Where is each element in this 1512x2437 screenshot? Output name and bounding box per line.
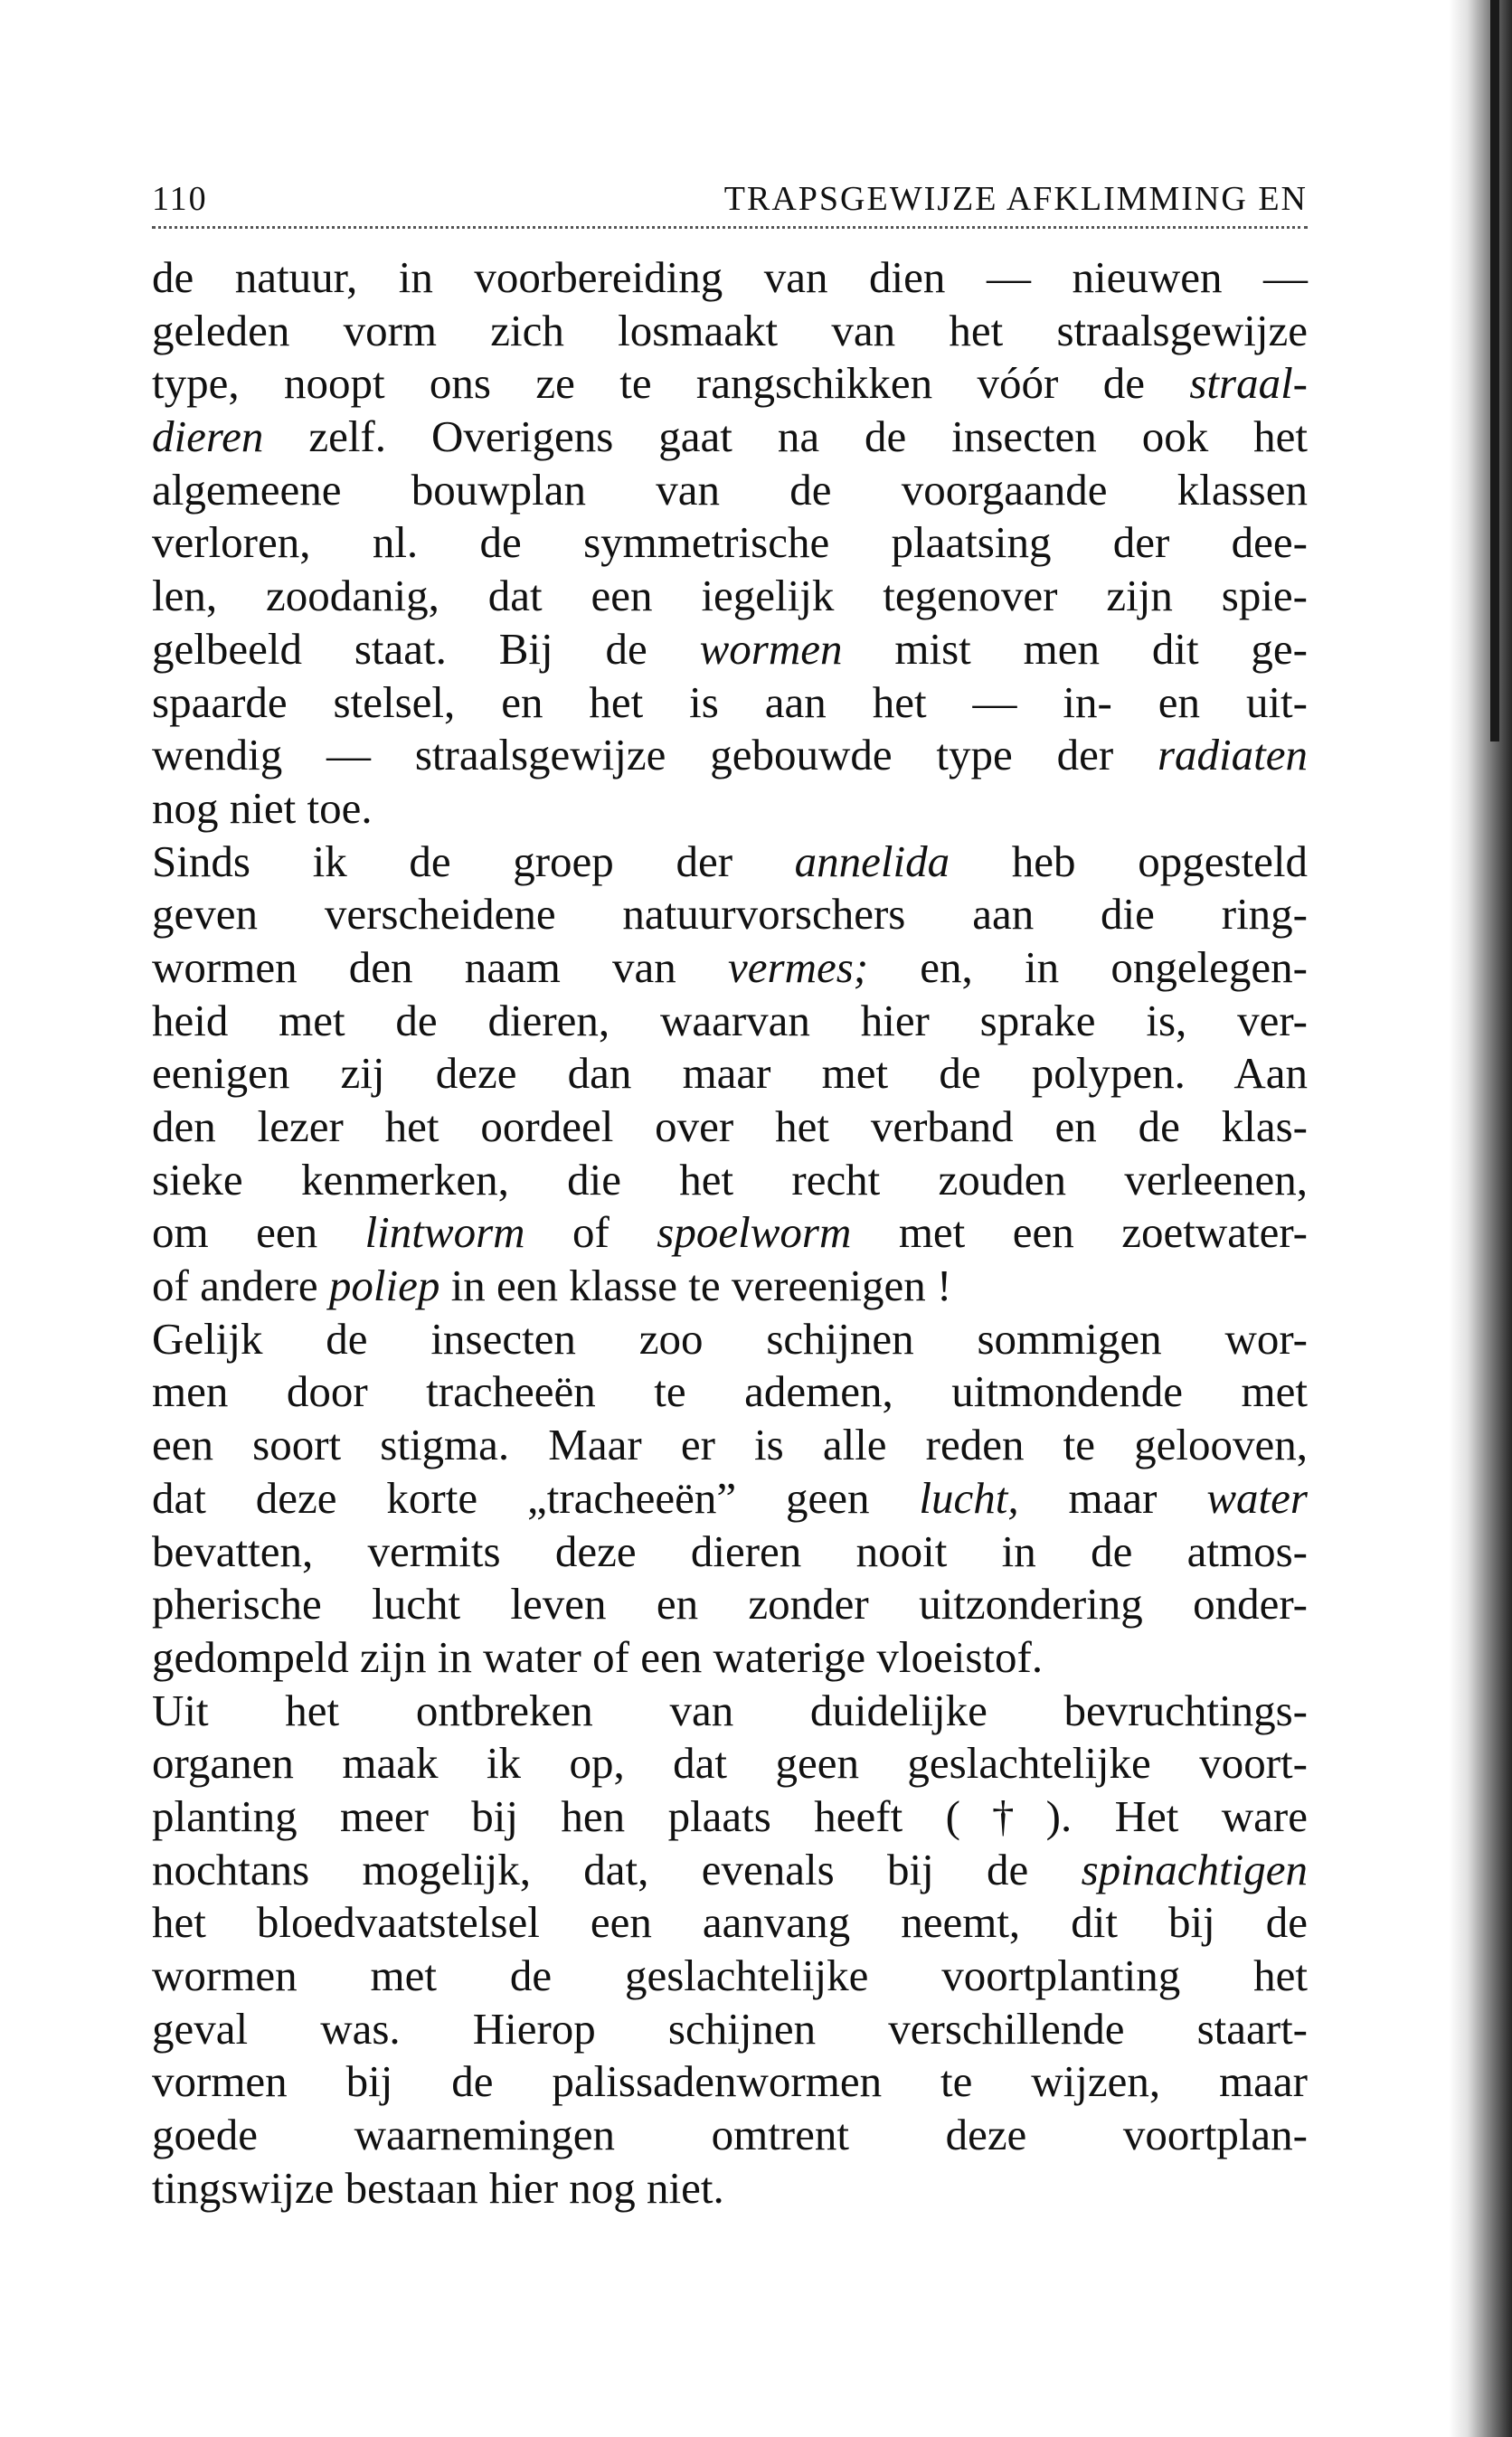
text-line [152, 1950, 1308, 2003]
scan-edge-shadow [1449, 0, 1512, 2437]
text-run: men door tracheeën te ademen, uitmondende met [152, 1366, 1308, 1417]
text-line [152, 1100, 1308, 1154]
text-run: de natuur, in voorbereiding van dien — nieuwen — [152, 252, 1308, 302]
text-line [152, 1365, 1308, 1419]
italic-text: poliep [328, 1261, 440, 1311]
text-run: geleden vorm zich losmaakt van het straalsgewijze [152, 305, 1308, 355]
text-line [152, 836, 1308, 889]
text-run: een soort stigma. Maar er is alle reden te gelooven, [152, 1420, 1308, 1470]
text-run: zelf. Overigens gaat na de insecten ook het [263, 411, 1308, 462]
text-line [152, 1472, 1308, 1525]
text-line [152, 1419, 1308, 1472]
text-line [152, 1313, 1308, 1366]
text-run: en, in ongelegen- [868, 941, 1308, 992]
running-head: TRAPSGEWIJZE AFKLIMMING EN [723, 180, 1308, 218]
text-line [152, 995, 1308, 1048]
text-run: goede waarnemingen omtrent deze voortplan- [152, 2110, 1308, 2160]
text-run: of andere [152, 1261, 329, 1311]
text-line [152, 676, 1308, 730]
text-run: wormen den naam van [152, 941, 728, 992]
text-line [152, 1790, 1308, 1844]
text-line [152, 2109, 1308, 2162]
italic-text: spoelworm [657, 1207, 852, 1258]
text-run: het bloedvaatstelsel een aanvang neemt, dit bij de [152, 1897, 1308, 1948]
text-run: geven verscheidene natuurvorschers aan die ring- [152, 889, 1308, 940]
text-line [152, 729, 1308, 782]
text-line [152, 570, 1308, 623]
text-line [152, 1737, 1308, 1790]
text-line [152, 1154, 1308, 1207]
scan-edge-band [1490, 0, 1499, 741]
italic-text: dieren [152, 411, 264, 462]
text-run: bevatten, vermits deze dieren nooit in de atmos- [152, 1525, 1308, 1576]
italic-text: annelida [794, 836, 950, 886]
text-line [152, 357, 1308, 411]
text-line [152, 782, 1308, 836]
text-run: sieke kenmerken, die het recht zouden verleenen, [152, 1154, 1308, 1204]
text-line [152, 623, 1308, 676]
italic-text: spinachtigen [1081, 1844, 1308, 1894]
body-text [152, 251, 1308, 2215]
text-run: nochtans mogelijk, dat, evenals bij de [152, 1844, 1082, 1894]
text-run: heid met de dieren, waarvan hier sprake is, ver- [152, 995, 1308, 1045]
text-line [152, 1525, 1308, 1579]
text-run: Sinds ik de groep der [152, 836, 795, 886]
text-run: Gelijk de insecten zoo schijnen sommigen wor- [152, 1313, 1308, 1364]
text-line [152, 305, 1308, 358]
text-run: geval was. Hierop schijnen verschillende staart- [152, 2003, 1308, 2054]
text-line [152, 1896, 1308, 1950]
page-number: 110 [152, 180, 208, 218]
text-run: nog niet toe. [152, 782, 373, 833]
text-run: planting meer bij hen plaats heeft (†). Het ware [152, 1790, 1308, 1841]
text-run: verloren, nl. de symmetrische plaatsing der dee- [152, 517, 1308, 568]
text-line [152, 1047, 1308, 1100]
text-line [152, 1578, 1308, 1631]
text-line [152, 1631, 1308, 1685]
italic-text: straal- [1189, 358, 1308, 409]
text-run: gelbeeld staat. Bij de [152, 623, 700, 674]
header-rule [152, 226, 1308, 229]
text-line [152, 1844, 1308, 1897]
italic-text: wormen [699, 623, 843, 674]
text-line [152, 888, 1308, 941]
text-run: wendig — straalsgewijze gebouwde type der [152, 730, 1158, 780]
text-line [152, 941, 1308, 995]
text-run: wormen met de geslachtelijke voortplanting het [152, 1951, 1308, 2000]
text-run: algemeene bouwplan van de voorgaande klassen [152, 464, 1308, 515]
text-line [152, 2055, 1308, 2109]
italic-text: lintworm [364, 1207, 525, 1258]
text-line [152, 1260, 1308, 1313]
italic-text: radiaten [1157, 730, 1308, 780]
text-line [152, 411, 1308, 464]
text-run: heb opgesteld [950, 836, 1308, 886]
text-line [152, 2162, 1308, 2215]
text-run: maar [1018, 1472, 1207, 1523]
text-run: spaarde stelsel, en het is aan het — in- en uit- [152, 676, 1308, 727]
text-run: den lezer het oordeel over het verband en de klas- [152, 1101, 1308, 1151]
text-run: len, zoodanig, dat een iegelijk tegenover zijn spie- [152, 571, 1308, 621]
text-line [152, 2003, 1308, 2056]
text-run: of [524, 1207, 657, 1258]
text-run: met een zoetwater- [851, 1207, 1308, 1258]
text-run: pherische lucht leven en zonder uitzondering onder- [152, 1579, 1308, 1629]
italic-text: vermes; [728, 941, 869, 992]
page-header [152, 174, 1308, 228]
italic-text: water [1206, 1472, 1308, 1523]
text-run: mist men dit ge- [842, 623, 1308, 674]
italic-text: lucht, [919, 1472, 1019, 1523]
text-run: type, noopt ons ze te rangschikken vóór de [152, 358, 1190, 409]
text-run: in een klasse te vereenigen ! [439, 1261, 952, 1311]
text-run: Uit het ontbreken van duidelijke bevruchtings- [152, 1685, 1308, 1735]
text-line [152, 1206, 1308, 1260]
text-line [152, 251, 1308, 305]
text-run: om een [152, 1207, 365, 1258]
text-run: organen maak ik op, dat geen geslachtelijke voort- [152, 1738, 1308, 1789]
text-line [152, 516, 1308, 570]
text-run: tingswijze bestaan hier nog niet. [152, 2162, 724, 2213]
text-line [152, 1685, 1308, 1738]
text-run: eenigen zij deze dan maar met de polypen. Aan [152, 1048, 1308, 1099]
text-line [152, 464, 1308, 517]
text-run: vormen bij de palissadenwormen te wijzen, maar [152, 2056, 1308, 2107]
text-run: gedompeld zijn in water of een waterige vloeistof. [152, 1631, 1044, 1682]
text-run: dat deze korte „tracheeën” geen [152, 1472, 920, 1523]
